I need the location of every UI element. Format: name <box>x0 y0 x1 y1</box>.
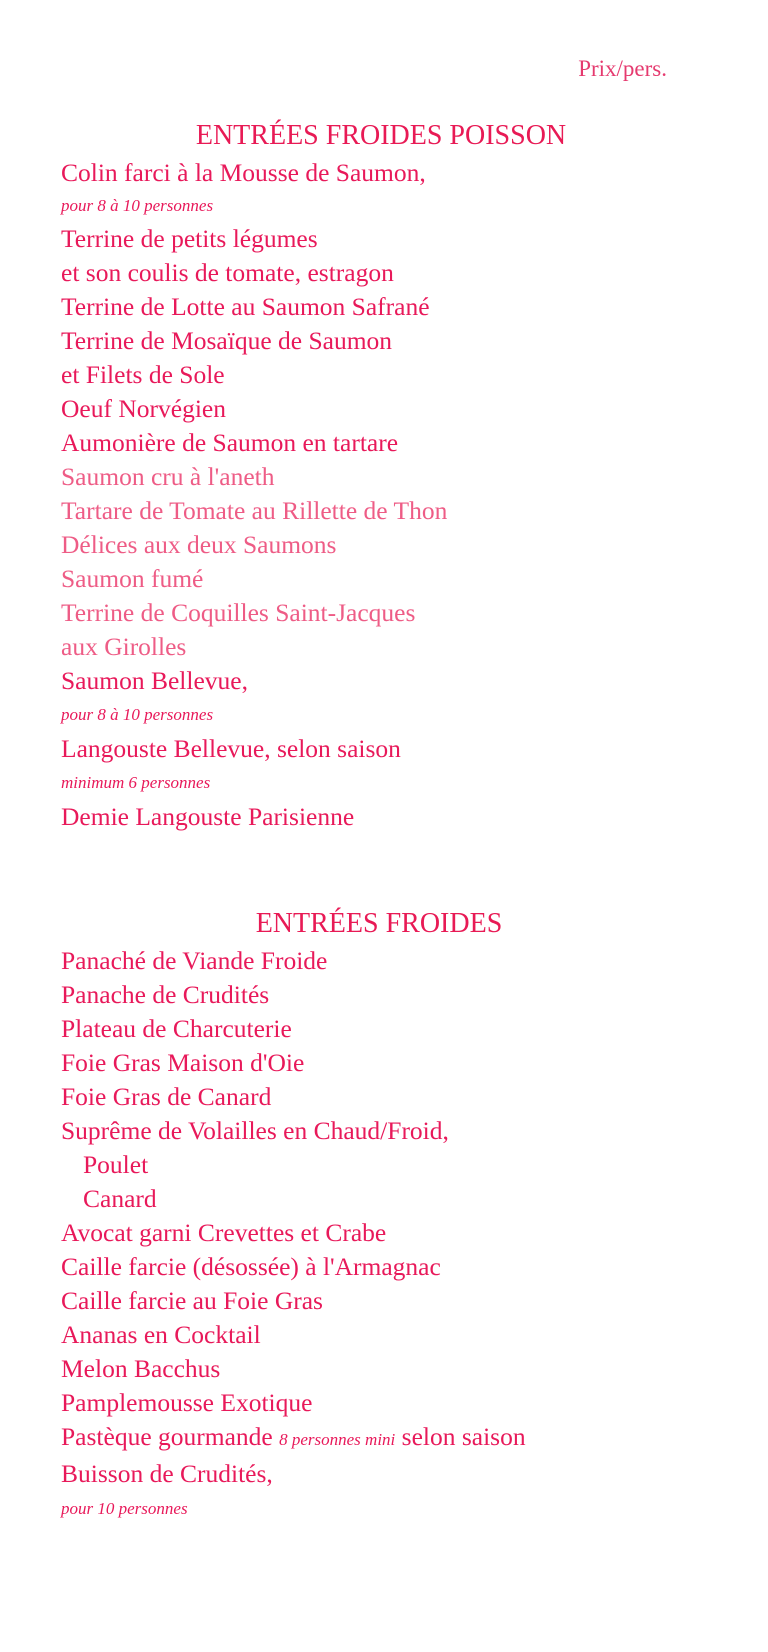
menu-item-note: pour 10 personnes <box>61 1499 188 1518</box>
menu-item: Demie Langouste Parisienne <box>61 802 355 831</box>
menu-item-note: minimum 6 personnes <box>61 773 211 792</box>
section-title: ENTRÉES FROIDES POISSON <box>195 120 567 151</box>
menu-item: Saumon Bellevue, <box>61 666 248 695</box>
menu-item: et Filets de Sole <box>61 360 225 389</box>
menu-item: et son coulis de tomate, estragon <box>61 258 394 287</box>
menu-item: Délices aux deux Saumons <box>61 530 337 559</box>
section-entrees-froides-poisson <box>61 118 721 834</box>
menu-item: Panache de Crudités <box>61 980 270 1009</box>
menu-sub-item: Canard <box>83 1184 157 1213</box>
menu-item: Terrine de Mosaïque de Saumon <box>61 326 393 355</box>
menu-item: Colin farci à la Mousse de Saumon, <box>61 158 426 187</box>
menu-item: Terrine de Coquilles Saint-Jacques <box>61 598 416 627</box>
menu-item: Suprême de Volailles en Chaud/Froid, <box>61 1116 449 1145</box>
menu-item: Foie Gras de Canard <box>61 1082 272 1111</box>
menu-item: Tartare de Tomate au Rillette de Thon <box>61 496 448 525</box>
menu-item: Avocat garni Crevettes et Crabe <box>61 1218 387 1247</box>
menu-item: Panaché de Viande Froide <box>61 946 328 975</box>
menu-item-inline-note: 8 personnes mini <box>279 1430 396 1449</box>
menu-item: Buisson de Crudités, <box>61 1459 273 1488</box>
menu-item: aux Girolles <box>61 632 187 661</box>
menu-item: Foie Gras Maison d'Oie <box>61 1048 305 1077</box>
price-per-person-label: Prix/pers. <box>578 56 667 81</box>
section-entrees-froides <box>61 906 721 1527</box>
section-title: ENTRÉES FROIDES <box>255 908 503 939</box>
menu-item: Ananas en Cocktail <box>61 1320 261 1349</box>
menu-item-label: Pastèque gourmande <box>61 1422 273 1451</box>
menu-item: Saumon cru à l'aneth <box>61 462 275 491</box>
menu-item: Saumon fumé <box>61 564 204 593</box>
menu-item: Caille farcie (désossée) à l'Armagnac <box>61 1252 441 1281</box>
menu-item-with-note <box>61 1420 721 1457</box>
menu-item: Melon Bacchus <box>61 1354 221 1383</box>
menu-item: Caille farcie au Foie Gras <box>61 1286 323 1315</box>
menu-item: Terrine de Lotte au Saumon Safrané <box>61 292 430 321</box>
menu-item-note: pour 8 à 10 personnes <box>61 196 214 215</box>
menu-item: Oeuf Norvégien <box>61 394 226 423</box>
menu-item: Terrine de petits légumes <box>61 224 318 253</box>
menu-item-season: selon saison <box>401 1422 526 1451</box>
menu-sub-item: Poulet <box>83 1150 149 1179</box>
menu-item: Langouste Bellevue, selon saison <box>61 734 401 763</box>
menu-item: Aumonière de Saumon en tartare <box>61 428 399 457</box>
menu-item-note: pour 8 à 10 personnes <box>61 705 214 724</box>
menu-item: Plateau de Charcuterie <box>61 1014 292 1043</box>
menu-item: Pamplemousse Exotique <box>61 1388 313 1417</box>
